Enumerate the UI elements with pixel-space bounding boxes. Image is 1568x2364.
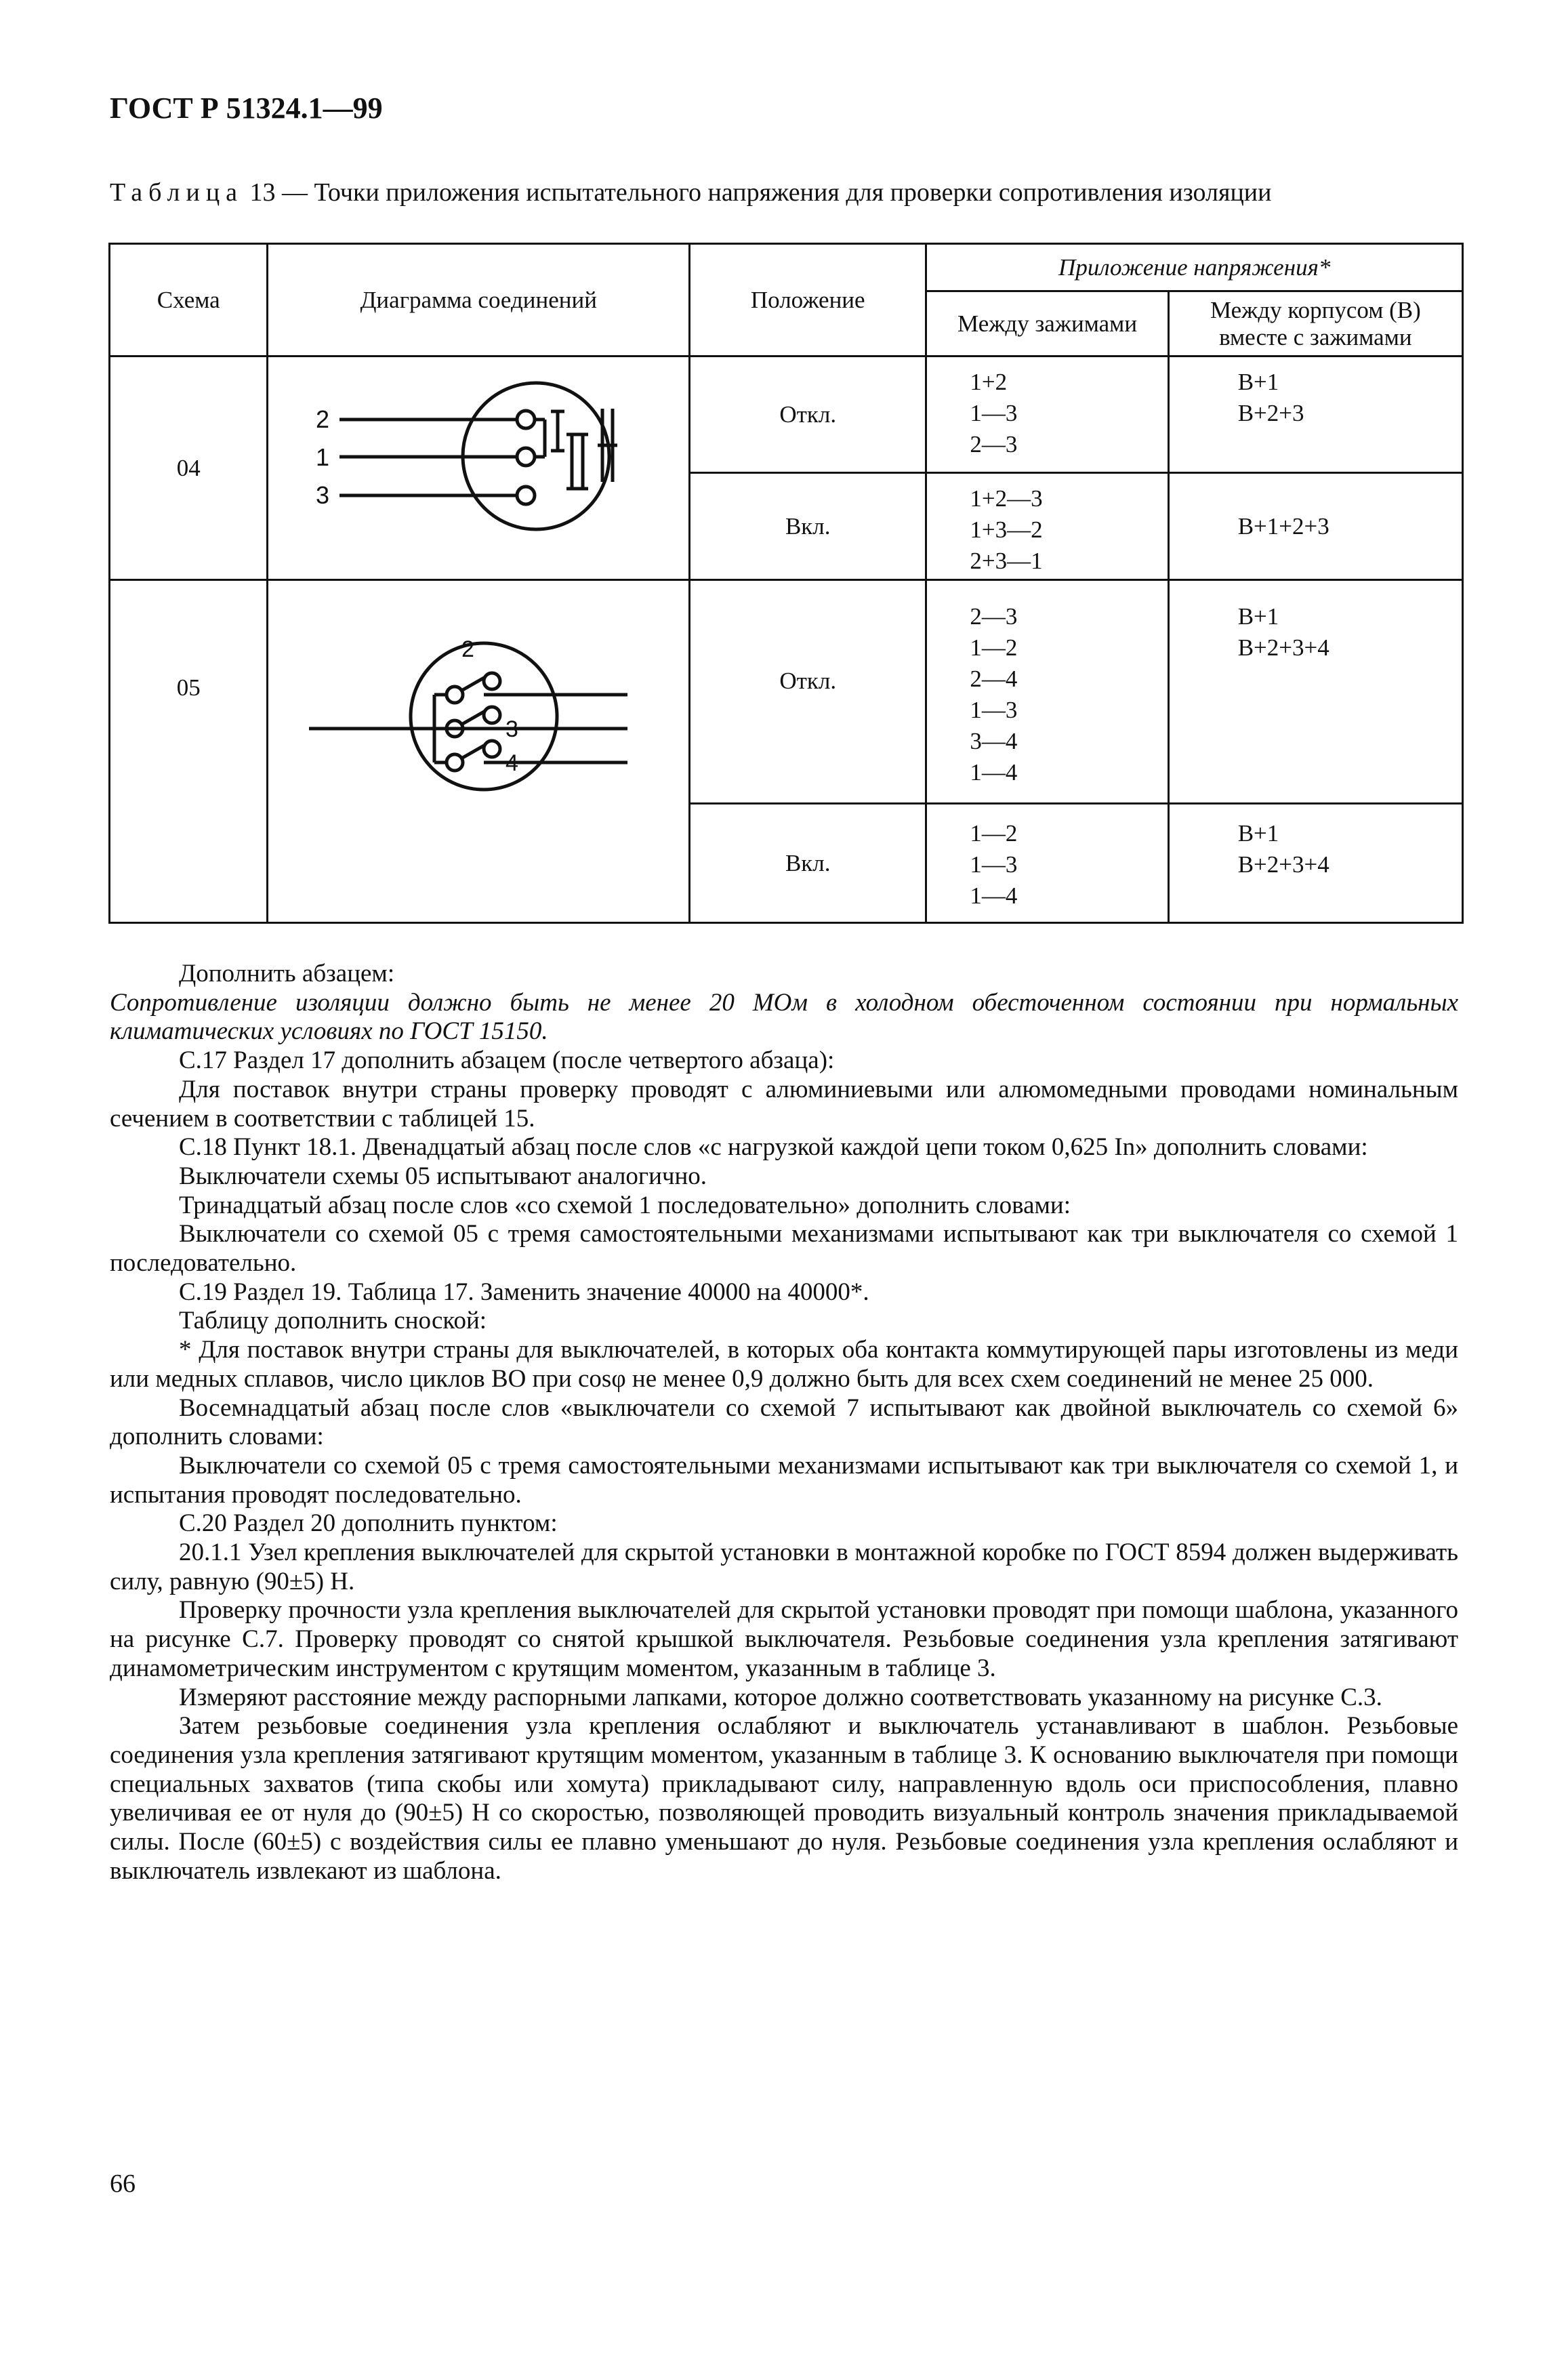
body-04-off: [1168, 356, 1462, 473]
connection-diagram-05: [302, 628, 655, 804]
body-value: В+1: [1237, 603, 1279, 630]
paragraph: Дополнить абзацем:: [179, 960, 395, 987]
diagram-05-terminal-a: [447, 687, 463, 703]
paragraph: С.18 Пункт 18.1. Двенадцатый абзац после слов «с нагрузкой каждой цепи током 0,625 In» дополнить словами:: [179, 1133, 1368, 1162]
header-position: Положение: [690, 244, 926, 356]
connection-diagram-04: [302, 367, 655, 570]
diagram-04-terminal-1: [517, 448, 535, 466]
body-04-on: [1168, 473, 1462, 580]
scheme-04: 04: [110, 356, 268, 580]
scheme-05: 05: [110, 580, 268, 923]
terminal-value: 1—3: [970, 400, 1018, 426]
paragraph: Измеряют расстояние между распорными лапками, которое должно соответствовать указанному на рисунке С.3.: [179, 1683, 1382, 1711]
diagram-04-label-2: 2: [316, 405, 330, 433]
terminal-value: 1—3: [970, 697, 1018, 723]
diagram-05-label-4: 4: [506, 750, 519, 776]
body-value: В+2+3: [1237, 400, 1304, 426]
terminal-value: 2—3: [970, 603, 1018, 630]
paragraph: С.20 Раздел 20 дополнить пунктом:: [179, 1509, 558, 1538]
body-05-off: [1168, 580, 1462, 804]
page-number: 66: [110, 2169, 136, 2198]
terminals-04-on: [926, 473, 1168, 580]
terminals-05-off: [926, 580, 1168, 804]
diagram-05-switch-4: [461, 745, 485, 758]
terminal-value: 1+2—3: [970, 485, 1043, 512]
position-04-on: Вкл.: [690, 473, 926, 580]
diagram-05-switch-3: [461, 711, 485, 725]
diagram-05-label-3: 3: [506, 716, 519, 742]
header-voltage: Приложение напряжения*: [926, 244, 1463, 291]
table-caption-text: 13 — Точки приложения испытательного напряжения для проверки сопротивления изоляции: [249, 178, 1272, 207]
terminal-value: 1—2: [970, 634, 1018, 661]
body-value: В+1: [1237, 820, 1279, 847]
paragraph: 20.1.1 Узел крепления выключателей для скрытой установки в монтажной коробке по ГОСТ 8594 должен выдерживать силу, равную (90±5) Н.: [110, 1538, 1458, 1595]
diagram-05-terminal-4: [484, 741, 500, 757]
table-caption-label: Таблица: [110, 178, 244, 207]
header-between-body-line2: вместе с зажимами: [1219, 323, 1412, 350]
terminal-value: 2—4: [970, 666, 1018, 692]
terminal-value: 3—4: [970, 728, 1018, 754]
body-value: В+2+3+4: [1237, 851, 1329, 878]
table-caption: [110, 178, 1458, 207]
diagram-05-switch-2: [461, 677, 485, 691]
body-value: В+2+3+4: [1237, 634, 1329, 661]
header-scheme: Схема: [110, 244, 268, 356]
amendment-text: [110, 960, 1458, 1886]
paragraph: Восемнадцатый абзац после слов «выключатели со схемой 7 испытывают как двойной выключатель со схемой 6» дополнить словами:: [110, 1393, 1458, 1451]
position-04-off: Откл.: [690, 356, 926, 473]
terminals-05-on: [926, 804, 1168, 923]
diagram-05: [268, 580, 690, 923]
body-value: В+1+2+3: [1237, 512, 1329, 539]
position-05-off: Откл.: [690, 580, 926, 804]
body-05-on: [1168, 804, 1462, 923]
paragraph: Выключатели со схемой 05 с тремя самостоятельными механизмами испытывают как три выключателя со схемой 1 последовательно.: [110, 1220, 1458, 1278]
paragraph: Для поставок внутри страны проверку проводят с алюминиевыми или алюмомедными проводами номинальным сечением в соответствии с таблицей 15.: [110, 1075, 1458, 1133]
terminal-value: 1—2: [970, 820, 1018, 847]
terminal-value: 2+3—1: [970, 548, 1043, 574]
terminal-value: 1—4: [970, 882, 1018, 909]
header-diagram: Диаграмма соединений: [268, 244, 690, 356]
paragraph: Выключатели схемы 05 испытывают аналогично.: [179, 1162, 707, 1190]
paragraph: Выключатели со схемой 05 с тремя самостоятельными механизмами испытывают как три выключателя со схемой 1, и испытания проводят последовательно.: [110, 1451, 1458, 1509]
terminals-04-off: [926, 356, 1168, 473]
diagram-04-label-3: 3: [316, 481, 330, 509]
diagram-05-terminal-3: [484, 707, 500, 723]
header-between-body: [1168, 291, 1462, 356]
terminal-value: 1—4: [970, 759, 1018, 786]
document-code: ГОСТ Р 51324.1—99: [110, 91, 383, 125]
diagram-05-terminal-2: [484, 673, 500, 689]
paragraph: С.17 Раздел 17 дополнить абзацем (после четвертого абзаца):: [179, 1046, 835, 1075]
header-between-terminals: Между зажимами: [926, 291, 1168, 356]
paragraph: * Для поставок внутри страны для выключателей, в которых оба контакта коммутирующей пары изготовлены из меди или медных сплавов, число циклов ВО при cosφ не менее 0,9 должно быть для всех схем соединений не менее 25 000.: [110, 1336, 1458, 1393]
paragraph: Проверку прочности узла крепления выключателей для скрытой установки проводят при помощи шаблона, указанного на рисунке С.7. Проверку проводят со снятой крышкой выключателя. Резьбовые соединения узла крепления затягивают динамометрическим инструментом с крутящим моментом, указанным в таблице 3.: [110, 1596, 1458, 1682]
paragraph: С.19 Раздел 19. Таблица 17. Заменить значение 40000 на 40000*.: [179, 1278, 869, 1306]
diagram-05-terminal-c: [447, 754, 463, 771]
terminal-value: 1—3: [970, 851, 1018, 878]
diagram-04-terminal-3: [517, 487, 535, 504]
diagram-04-label-1: 1: [316, 443, 330, 471]
diagram-04-terminal-2: [517, 411, 535, 428]
position-05-on: Вкл.: [690, 804, 926, 923]
paragraph: Затем резьбовые соединения узла крепления ослабляют и выключатель устанавливают в шаблон. Резьбовые соединения узла крепления затягивают крутящим моментом, указанным в таблице 3. К основанию выключателя при помощи специальных захватов (типа скобы или хомута) прикладывают силу, направленную вдоль оси приспособления, плавно увеличивая ее от нуля до (90±5) Н со скоростью, позволяющей проводить визуальный контроль значения прикладываемой силы. После (60±5) с воздействия силы ее плавно уменьшают до нуля. Резьбовые соединения узла крепления ослабляют и выключатель извлекают из шаблона.: [110, 1712, 1458, 1885]
header-between-body-line1: Между корпусом (В): [1210, 296, 1421, 323]
paragraph-italic: Сопротивление изоляции должно быть не менее 20 МОм в холодном обесточенном состоянии при нормальных климатических условиях по ГОСТ 15150.: [110, 988, 1458, 1046]
terminal-value: 1+3—2: [970, 516, 1043, 543]
paragraph: Таблицу дополнить сноской:: [179, 1307, 487, 1335]
diagram-05-label-2: 2: [461, 636, 475, 662]
terminal-value: 1+2: [970, 369, 1008, 395]
terminal-value: 2—3: [970, 431, 1018, 457]
diagram-04: [268, 356, 690, 580]
paragraph: Тринадцатый абзац после слов «со схемой 1 последовательно» дополнить словами:: [179, 1191, 1071, 1219]
insulation-test-table: [108, 243, 1464, 924]
body-value: В+1: [1237, 369, 1279, 395]
